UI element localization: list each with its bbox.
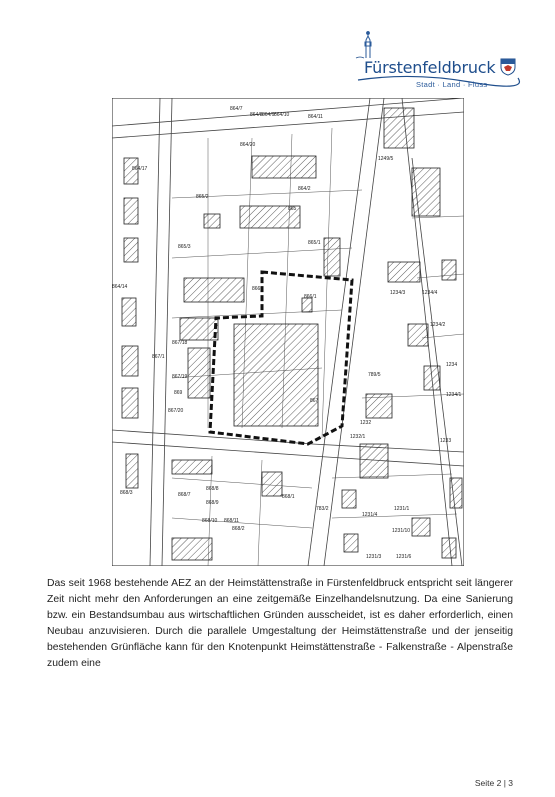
parcel-label: 867/20: [168, 408, 184, 414]
parcel-label: 1231/10: [392, 528, 411, 534]
parcel-label: 1234/4: [422, 290, 438, 296]
parcel-label: 867/1: [152, 354, 165, 360]
parcel-label: 864/8: [250, 112, 263, 118]
parcel-label: 865/1: [308, 240, 321, 246]
parcel-label: 864/2: [298, 186, 311, 192]
parcel-label: 864/20: [240, 142, 256, 148]
logo-name: Fürstenfeldbruck: [364, 58, 496, 77]
parcel-label: 865/3: [178, 244, 191, 250]
parcel-label: 864/17: [132, 166, 148, 172]
parcel-label: 865/2: [196, 194, 209, 200]
body-paragraph: Das seit 1968 bestehende AEZ an der Heimstättenstraße in Fürstenfeldbruck entspricht seit längerer Zeit nicht mehr den Anforderungen an eine zeitgemäße Einzelhandelsnutzung. Da eine Sanierung bzw. ein Bestandsumbau aus wirtschaftlichen Gründen ausscheidet, ist es daher erforderlich, einen Neubau anzuvisieren. Durch die parallele Umgestaltung der Heimstättenstraße und der jenseitig bestehenden Grünfläche kann für den Knotenpunkt Heimstättenstraße - Falkenstraße - Alpenstraße zudem eine: [47, 578, 513, 669]
parcel-label: 868/1: [282, 494, 295, 500]
page-number: Seite 2 | 3: [474, 778, 513, 788]
parcel-label: 868/7: [178, 492, 191, 498]
parcel-label: 1231/6: [396, 554, 412, 560]
parcel-label: 1232/1: [350, 434, 366, 440]
cadastral-map: [112, 98, 464, 566]
parcel-label: 867/19: [172, 374, 188, 380]
parcel-label: 783/2: [316, 506, 329, 512]
city-logo: [352, 28, 522, 98]
logo-tagline: Stadt · Land · Fluss: [416, 80, 488, 89]
parcel-label: 1231/1: [394, 506, 410, 512]
parcel-label: 865: [288, 206, 297, 212]
parcel-label: 868/11: [224, 518, 239, 524]
parcel-label: 868/2: [232, 526, 245, 532]
parcel-label: 1234/3: [390, 290, 406, 296]
parcel-label: 1231/4: [362, 512, 378, 518]
parcel-label: 1234: [446, 362, 458, 368]
parcel-label: 1249/5: [378, 156, 394, 162]
parcel-label: 1233: [440, 438, 452, 444]
parcel-label: 868/8: [206, 486, 219, 492]
parcel-label: 867/18: [172, 340, 188, 346]
parcel-label: 1234/2: [430, 322, 446, 328]
parcel-label: 864/11: [308, 114, 323, 120]
parcel-label: 1231/3: [366, 554, 382, 560]
parcel-label: 1232: [360, 420, 372, 426]
parcel-label: 864/14: [112, 284, 128, 290]
parcel-label: 1234/1: [446, 392, 462, 398]
parcel-label: 864/10: [274, 112, 290, 118]
parcel-label: 864/7: [230, 106, 243, 112]
coat-of-arms-icon: [500, 58, 516, 76]
parcel-label: 789/5: [368, 372, 381, 378]
parcel-label: 867: [310, 398, 319, 404]
parcel-label: 869: [174, 390, 183, 396]
parcel-label: 868/9: [206, 500, 219, 506]
parcel-label: 868/10: [202, 518, 218, 524]
parcel-label: 866: [252, 286, 261, 292]
parcel-label: 868/3: [120, 490, 133, 496]
parcel-label: 866/1: [304, 294, 317, 300]
parcel-label: 864/9: [262, 112, 275, 118]
